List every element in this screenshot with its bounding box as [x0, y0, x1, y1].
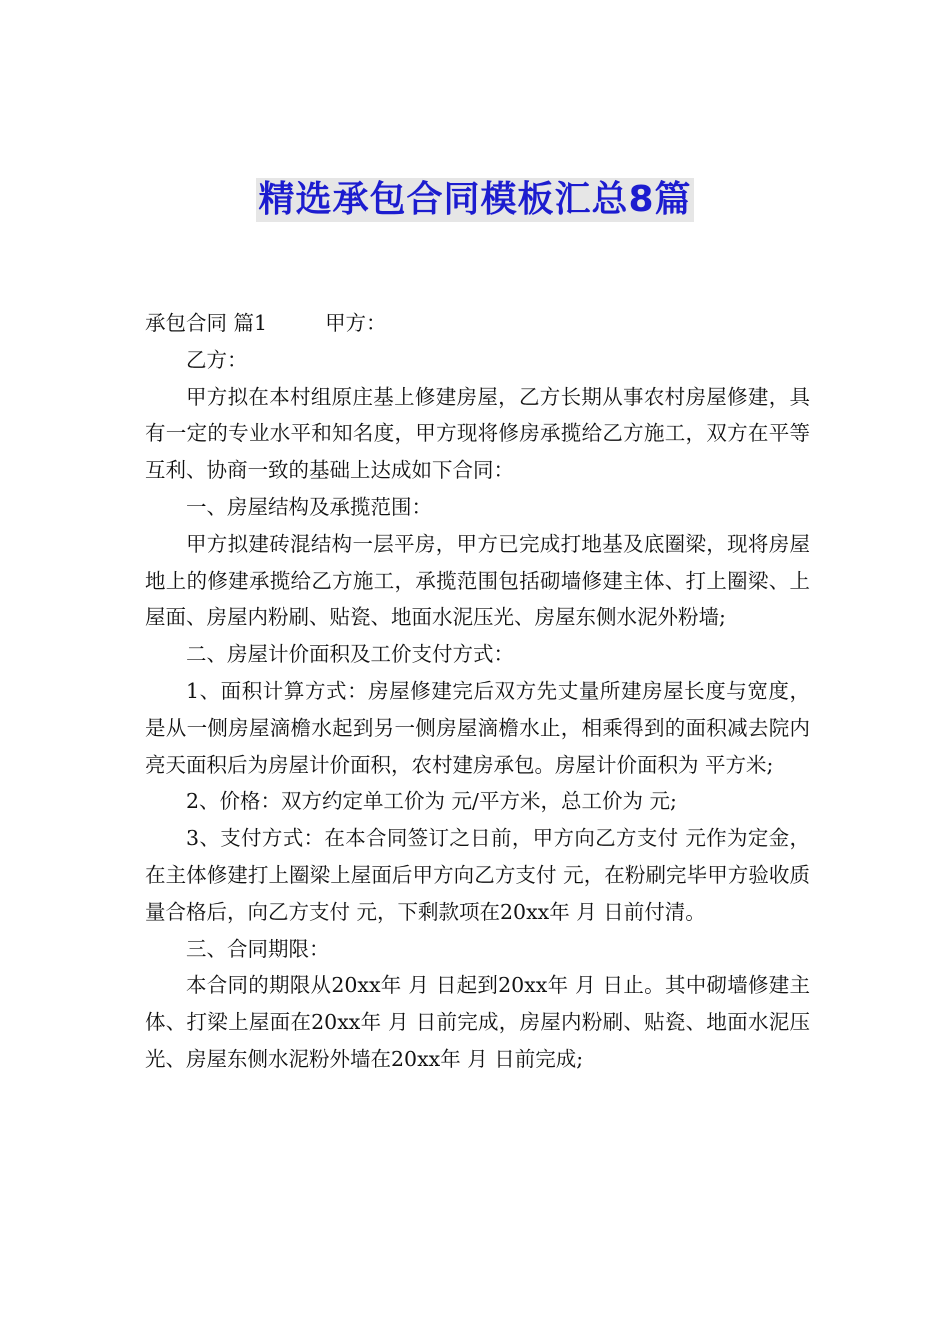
paragraph-structure: 甲方拟建砖混结构一层平房，甲方已完成打地基及底圈梁，现将房屋地上的修建承揽给乙方施工，承揽范围包括砌墙修建主体、打上圈梁、上屋面、房屋内粉刷、贴瓷、地面水泥压光、房屋东侧水泥外粉墙;: [145, 531, 810, 630]
document-title: 精选承包合同模板汇总8篇: [258, 179, 692, 220]
paragraph-party-b: 乙方：: [186, 347, 248, 372]
title-container: [0, 178, 950, 222]
paragraph-term: 本合同的期限从20xx年 月 日起到20xx年 月 日止。其中砌墙修建主体、打梁上屋面在20xx年 月 日前完成，房屋内粉刷、贴瓷、地面水泥压光、房屋东侧水泥粉外墙在20xx年 月 日前完成;: [145, 973, 810, 1071]
section-heading-structure: 一、房屋结构及承揽范围：: [186, 494, 432, 519]
party-a-label: 甲方：: [325, 311, 387, 335]
paragraph-area: 1、面积计算方式：房屋修建完后双方先丈量所建房屋长度与宽度，是从一侧房屋滴檐水起到另一侧房屋滴檐水止，相乘得到的面积减去院内亮天面积后为房屋计价面积，农村建房承包。房屋计价面积为 平方米;: [145, 678, 810, 777]
paragraph-intro: 甲方拟在本村组原庄基上修建房屋，乙方长期从事农村房屋修建，具有一定的专业水平和知名度，甲方现将修房承揽给乙方施工，双方在平等互利、协商一致的基础上达成如下合同：: [145, 384, 810, 483]
contract-heading-line: [145, 305, 810, 342]
contract-heading: 承包合同 篇1: [145, 311, 268, 335]
paragraph-price: 2、价格：双方约定单工价为 元/平方米，总工价为 元;: [186, 789, 677, 814]
paragraph-payment: 3、支付方式：在本合同签订之日前，甲方向乙方支付 元作为定金，在主体修建打上圈梁上屋面后甲方向乙方支付 元，在粉刷完毕甲方验收质量合格后，向乙方支付 元，下剩款项在20xx年 月 日前付清。: [145, 826, 810, 924]
document-body: [145, 305, 810, 1078]
section-heading-pricing: 二、房屋计价面积及工价支付方式：: [186, 642, 514, 667]
section-heading-term: 三、合同期限：: [186, 936, 330, 961]
